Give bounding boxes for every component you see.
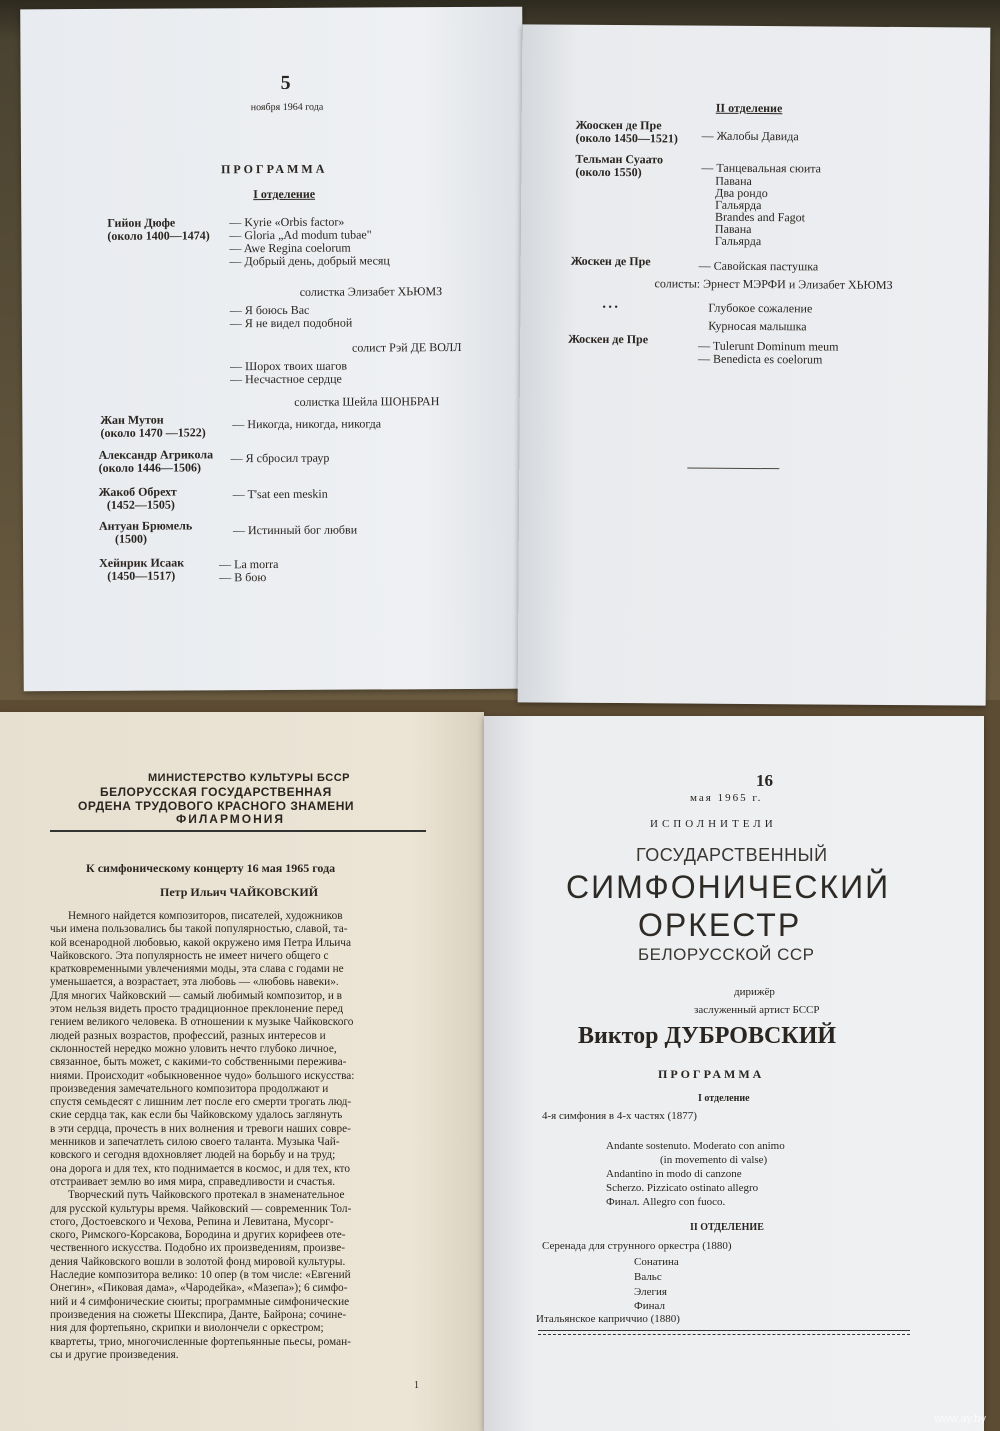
work-title: Два рондо xyxy=(715,185,768,201)
essay-line: чьи имена пользовались бы такой популярностью, славой, та- xyxy=(50,923,348,936)
composer-dates: (около 1450—1521) xyxy=(575,130,678,146)
work-title: Итальянское каприччио (1880) xyxy=(536,1313,680,1325)
date-day: 16 xyxy=(756,771,773,790)
section-title: II ОТДЕЛЕНИЕ xyxy=(690,1222,764,1233)
composer-dates: (1452—1505) xyxy=(106,497,175,512)
work-title: — Benedicta es coelorum xyxy=(697,351,823,367)
header-line: МИНИСТЕРСТВО КУЛЬТУРЫ БССР xyxy=(148,772,351,784)
soloist-credit: солисты: Эрнест МЭРФИ и Элизабет ХЬЮМЗ xyxy=(654,276,893,292)
movement: (in movemento di valse) xyxy=(660,1154,768,1166)
program-page-1964-right xyxy=(518,24,991,705)
work-title: — Я не видел подобной xyxy=(229,315,353,331)
essay-line: дения Чайковского вошли в золотой фонд мировой культуры. xyxy=(50,1255,346,1268)
essay-line: менников и запечатлеть силою своего таланта. Музыка Чай- xyxy=(50,1136,340,1149)
work-title: — Gloria „Ad modum tubae" xyxy=(229,227,372,243)
essay-line: ские сердца так, как если бы Чайковскому удалось заглянуть xyxy=(50,1109,343,1122)
essay-line: людей разных возрастов, профессий, разных интересов и xyxy=(50,1029,326,1042)
essay-line: Творческий путь Чайковского протекал в знаменательное xyxy=(68,1189,345,1202)
composer-dates: (около 1470 —1522) xyxy=(100,425,206,440)
program-note-page xyxy=(0,712,484,1431)
program-page-1965 xyxy=(484,716,984,1431)
movement: Элегия xyxy=(634,1286,667,1298)
work-title: — Kyrie «Orbis factor» xyxy=(229,214,345,230)
work-title: — Я боюсь Вас xyxy=(229,302,310,318)
work-title: Глубокое сожаление xyxy=(708,300,813,316)
work-title: Гальярда xyxy=(714,233,762,249)
watermark-text: www.ay.by xyxy=(934,1413,986,1425)
date-text: ноября 1964 года xyxy=(250,101,324,114)
work-title: Brandes and Fagot xyxy=(714,209,806,225)
essay-line: склонностей нередко можно уловить нечто глубоко личное, xyxy=(50,1042,337,1055)
composer-dates: (около 1400—1474) xyxy=(107,228,210,243)
essay-line: произведения на сюжеты Шекспира, Данте, Байрона; сочине- xyxy=(50,1308,347,1321)
program-title: ПРОГРАММА xyxy=(658,1067,765,1081)
date-day: 5 xyxy=(280,71,291,94)
essay-line: ний и 4 симфонические сюиты; программные симфонические xyxy=(50,1295,350,1308)
essay-line: Чайковского. Эта популярность не имеет ничего общего с xyxy=(50,949,329,962)
essay-line: сы и другие произведения. xyxy=(50,1348,179,1361)
movement: Andantino in modo di canzone xyxy=(606,1168,742,1180)
movement: Финал xyxy=(634,1300,665,1312)
work-title: — Несчастное сердце xyxy=(230,371,342,387)
header-rule xyxy=(50,830,426,832)
work-title: — Я сбросил траур xyxy=(230,450,330,466)
composer-name: Тельман Суаато xyxy=(575,151,664,167)
composer-name: Гийон Дюфе xyxy=(107,215,176,230)
essay-line: в эти сердца, прочесть в них волнения и тревоги наших совре- xyxy=(50,1122,351,1135)
composer-name: Александр Агрикола xyxy=(98,447,214,462)
essay-line: ковского и сегодня вдохновляет людей на борьбу и на труд; xyxy=(50,1149,336,1162)
header-line: БЕЛОРУССКАЯ ГОСУДАРСТВЕННАЯ xyxy=(100,785,332,799)
section-title: I отделение xyxy=(253,186,316,202)
performers-label: ИСПОЛНИТЕЛИ xyxy=(650,818,777,830)
work-title: — Савойская пастушка xyxy=(698,258,819,274)
essay-line: Для многих Чайковский — самый любимый композитор, и в xyxy=(50,989,343,1002)
soloist-credit: солистка Элизабет ХЬЮМЗ xyxy=(299,284,443,299)
composer-dates: (1450—1517) xyxy=(107,568,176,583)
work-title: — Awe Regina coelorum xyxy=(229,240,351,256)
composer-dates: (1500) xyxy=(114,531,148,546)
section-title: II отделение xyxy=(715,100,783,116)
composer-name: Жакоб Обрехт xyxy=(98,484,177,499)
orchestra-line: СИМФОНИЧЕСКИЙ xyxy=(566,869,891,905)
movement: Andante sostenuto. Moderato con animo xyxy=(606,1140,785,1152)
composer-name: Жан Мутон xyxy=(100,412,164,427)
composer-name: Жооскен де Пре xyxy=(575,117,662,133)
essay-line: ского, Римского-Корсакова, Бородина и других корифеев оте- xyxy=(50,1229,346,1242)
composer-name: Хейнрик Исаак xyxy=(99,555,185,570)
essay-line: гением великого человека. В отношении к музыке Чайковского xyxy=(50,1016,354,1029)
composer-name: Жоскен де Пре xyxy=(570,253,651,269)
page-number: 1 xyxy=(414,1380,419,1391)
work-title: — T'sat een meskin xyxy=(232,486,328,502)
work-title: — Истинный бог любви xyxy=(232,522,358,538)
section-title: I отделение xyxy=(698,1093,750,1104)
header-line: ОРДЕНА ТРУДОВОГО КРАСНОГО ЗНАМЕНИ xyxy=(78,799,354,813)
essay-line: Наследие композитора велико: 10 опер (в том числе: «Евгений xyxy=(50,1269,351,1282)
composer-name: Жоскен де Пре xyxy=(568,331,649,347)
essay-line: квартеты, трио, многочисленные фортепьянные пьесы, роман- xyxy=(50,1335,351,1348)
essay-line: спустя семьдесят с лишним лет после его смерти трогать люд- xyxy=(50,1096,352,1109)
work-title: — Шорох твоих шагов xyxy=(230,358,348,374)
essay-line: чественного искусства. Подобно их произведениям, произве- xyxy=(50,1242,346,1255)
essay-line: ния для фортепьяно, скрипки и виолончели с оркестром; xyxy=(50,1322,324,1335)
essay-line: стого, Достоевского и Чехова, Репина и Левитана, Мусорг- xyxy=(50,1215,334,1228)
soloist-credit: солист Рэй ДЕ ВОЛЛ xyxy=(351,340,462,355)
work-title: — Добрый день, добрый месяц xyxy=(229,253,390,269)
work-title: — Жалобы Давида xyxy=(701,128,799,144)
program-page-1964-left xyxy=(20,7,526,692)
composer-dates: (около 1550) xyxy=(575,164,642,180)
work-title: — Никогда, никогда, никогда xyxy=(232,416,382,432)
essay-line: связанное, быть может, с какими-то собственными пережива- xyxy=(50,1056,347,1069)
work-title: — В бою xyxy=(219,570,267,585)
movement: Сонатина xyxy=(634,1256,679,1268)
orchestra-line: ОРКЕСТР xyxy=(638,907,802,943)
date-text: мая 1965 г. xyxy=(690,792,763,804)
essay-line: она дорога и для тех, кто поднимается в космос, и для тех, кто xyxy=(50,1162,350,1175)
composer-name: • • • xyxy=(602,301,618,314)
work-title: Гальярда xyxy=(715,197,762,213)
work-title: Павана xyxy=(714,221,752,236)
movement: Scherzo. Pizzicato ostinato allegro xyxy=(606,1182,759,1194)
essay-line: отстраивает землю во имя мира, справедливости и счастья. xyxy=(50,1175,336,1188)
work-title: Павана xyxy=(715,173,752,188)
conductor-label: дирижёр xyxy=(734,986,775,998)
soloist-credit: солистка Шейла ШОНБРАН xyxy=(294,394,440,409)
header-line: ФИЛАРМОНИЯ xyxy=(176,812,286,826)
essay-line: ниями. Происходит «обыкновенное чудо» большого искусства: xyxy=(50,1069,355,1082)
program-title: ПРОГРАММА xyxy=(221,161,328,177)
work-title: — La morra xyxy=(219,556,279,572)
essay-line: кратковременными увлечениями моды, эта слава с годами не xyxy=(50,963,344,976)
conductor-title: заслуженный артист БССР xyxy=(694,1004,820,1016)
essay-line: этом нельзя видеть просто традиционное преклонение перед xyxy=(50,1003,344,1016)
work-title: 4-я симфония в 4-х частях (1877) xyxy=(542,1110,697,1122)
essay-line: Онегин», «Пиковая дама», «Чародейка», «Мазепа»); 6 симфо- xyxy=(50,1282,348,1295)
essay-line: уменьшается, а возрастает, эта любовь — «любовь навеки». xyxy=(50,976,339,989)
composer-name: Антуан Брюмель xyxy=(98,518,193,533)
divider-line xyxy=(687,468,779,470)
essay-line: для русской культуры время. Чайковский — современник Тол- xyxy=(50,1202,352,1215)
essay-line: Немного найдется композиторов, писателей, художников xyxy=(68,910,343,922)
decorative-rule xyxy=(538,1330,910,1335)
orchestra-line: БЕЛОРУССКОЙ ССР xyxy=(638,945,815,964)
concert-subtitle: К симфоническому концерту 16 мая 1965 года xyxy=(86,861,336,875)
work-title: Курносая малышка xyxy=(708,318,807,334)
work-title: Серенада для струнного оркестра (1880) xyxy=(542,1240,732,1252)
orchestra-line: ГОСУДАРСТВЕННЫЙ xyxy=(636,845,828,865)
essay-line: произведения замечательного композитора продолжают и xyxy=(50,1082,329,1095)
essay-line: кой всенародной любовью, какой окружено имя Петра Ильича xyxy=(50,936,351,949)
essay-text xyxy=(50,910,426,1362)
work-title: — Tulerunt Dominum meum xyxy=(698,338,839,354)
composer-dates: (около 1446—1506) xyxy=(98,460,201,475)
movement: Финал. Allegro con fuoco. xyxy=(606,1196,726,1208)
work-title: — Танцевальная сюита xyxy=(701,160,822,176)
movement: Вальс xyxy=(634,1271,662,1283)
composer-heading: Петр Ильич ЧАЙКОВСКИЙ xyxy=(160,885,319,899)
conductor-name: Виктор ДУБРОВСКИЙ xyxy=(578,1023,837,1049)
